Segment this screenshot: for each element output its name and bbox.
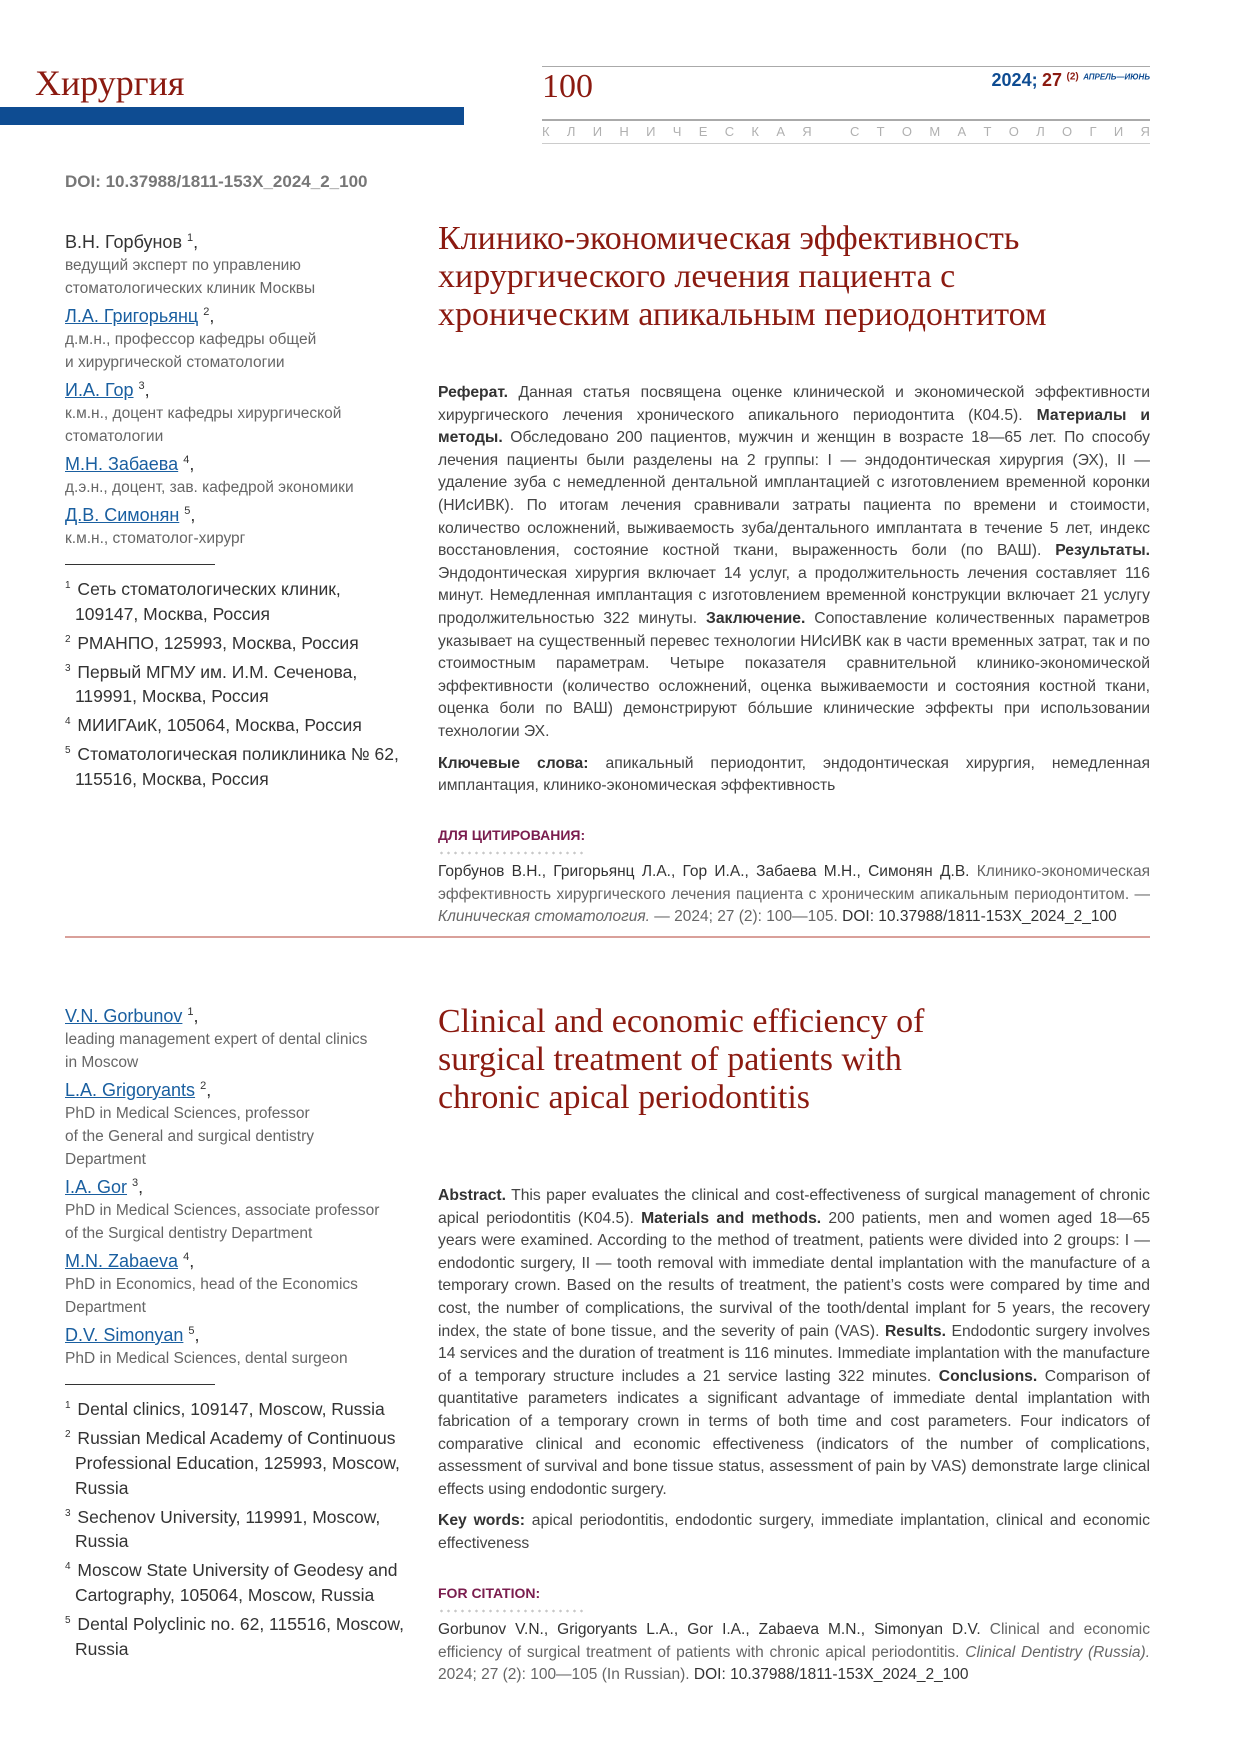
keywords-label: Key words: [438, 1512, 525, 1530]
author-description: of the General and surgical dentistry [65, 1128, 314, 1145]
affiliation: $^5$ Стоматологическая поликлиника № 62, 115516, Москва, Россия [65, 744, 399, 790]
citation-journal: Клиническая стоматология. [438, 908, 650, 926]
citation-journal: Clinical Dentistry (Russia). [965, 1643, 1150, 1661]
issue-volume: 27 [1042, 70, 1063, 90]
journal-letter: Т [876, 124, 885, 139]
conclusion-text: Сопоставление количественных параметров указывает на существенный перевес технологии НИсИВК как в части временных затрат, так и по стоимостным параметрам. Четыре показателя сравнительной клинико-экономической эффективности (количество осложнений, оценка выживаемости и состояния костной ткани, оценка боли по ВАШ) демонстрируют бóльшие клинические эффекты при использовании технологии ЭХ. [438, 609, 1150, 740]
abstract-heading: Реферат. [438, 384, 509, 401]
citation-title: Clinical and economic efficiency of surgical treatment of patients with chronic apical periodontitis. [438, 1621, 1150, 1661]
keywords-ru [438, 753, 1150, 798]
journal-letter: Л [1036, 124, 1045, 139]
abstract-body-ru [438, 382, 1150, 744]
affiliation: $^4$ МИИГАиК, 105064, Москва, Россия [65, 715, 362, 736]
journal-letter: Т [983, 124, 992, 139]
results-text: Endodontic surgery involves 14 services and the duration of treatment is 116 minutes. Immediate implantation with the manufacture of a temporary structure includes a 21 service lasting 322 minutes. [438, 1322, 1151, 1385]
citation-doi: DOI: 10.37988/1811-153X_2024_2_100 [842, 908, 1117, 926]
author-name[interactable]: Д.В. Симонян $^5$, [65, 505, 196, 525]
citation-details: 2024; 27 (2): 100—105 (In Russian). [438, 1666, 694, 1684]
abstract-en [438, 1185, 1150, 1687]
journal-letter: С [724, 124, 735, 139]
journal-letter: К [751, 124, 759, 139]
issue-info [992, 70, 1150, 91]
affiliation-rule [65, 1384, 215, 1385]
journal-letter: К [542, 124, 550, 139]
citation-title: Клинико-экономическая эффективность хирургического лечения пациента с хроническим апикальным периодонтитом. — [438, 863, 1150, 903]
journal-letter: О [1062, 124, 1073, 139]
section-divider [65, 936, 1150, 938]
journal-letter: И [592, 124, 603, 139]
author-description: PhD in Medical Sciences, professor [65, 1105, 310, 1122]
header-rule-top [542, 66, 1150, 67]
author-list-en [65, 1000, 405, 1662]
conclusion-heading: Conclusions. [938, 1367, 1038, 1385]
methods-text: Обследовано 200 пациентов, мужчин и женщин в возрасте 18—65 лет. По способу лечения пациенты были разделены на 2 группы: I — эндодонтическая хирургия (ЭХ), II — удаление зуба с немедленной дентальной имплантацией с изготовлением временной коронки (НИсИВК). По итогам лечения сравнивали затраты пациента по времени и стоимости, количество осложнений, выживаемость зуба/дентального имплантата в течение 5 лет, индекс восстановления, состояние костной ткани, выраженность боли (по ВАШ). [438, 429, 1150, 560]
author-name[interactable]: М.Н. Забаева $^4$, [65, 454, 195, 474]
author-description: и хирургической стоматологии [65, 354, 285, 371]
citation-dots [438, 1609, 583, 1613]
citation-text [438, 861, 1150, 929]
journal-letter: И [1113, 124, 1124, 139]
conclusion-heading: Заключение. [706, 609, 806, 627]
results-heading: Результаты. [1055, 542, 1150, 560]
citation-doi: DOI: 10.37988/1811-153X_2024_2_100 [693, 1666, 969, 1684]
author-name[interactable]: L.A. Grigoryants $^2$, [65, 1080, 212, 1100]
citation-block-en [438, 1582, 1150, 1687]
author-name[interactable]: И.А. Гор $^3$, [65, 380, 150, 400]
journal-letter: И [646, 124, 656, 139]
abstract-body-en [438, 1185, 1150, 1501]
section-title: Хирургия [35, 63, 185, 103]
citation-dots [438, 851, 583, 855]
author-description: PhD in Economics, head of the Economics [65, 1276, 358, 1293]
affiliation: $^4$ Moscow State University of Geodesy and Cartography, 105064, Moscow, Russia [65, 1560, 398, 1606]
journal-letter: Л [566, 124, 576, 139]
author-description: д.э.н., доцент, зав. кафедрой экономики [65, 479, 354, 496]
author-description: к.м.н., стоматолог-хирург [65, 530, 246, 547]
journal-letter: Н [619, 124, 629, 139]
keywords-en [438, 1510, 1150, 1555]
abstract-text: This paper evaluates the clinical and cost-effectiveness of surgical management of chronic apical periodontitis (K04.5). [438, 1187, 1150, 1227]
journal-letter: А [776, 124, 785, 139]
journal-letter: Я [802, 124, 812, 139]
citation-text [438, 1619, 1150, 1687]
abstract-heading: Abstract. [438, 1187, 506, 1204]
article-title-ru: Клинико-экономическая эффективность хирургического лечения пациента с хроническим апикальным периодонтитом [438, 220, 1047, 333]
section-bar [0, 107, 464, 125]
author-description: стоматологии [65, 428, 164, 445]
author-description: in Moscow [65, 1054, 139, 1071]
author-description: д.м.н., профессор кафедры общей [65, 331, 317, 348]
results-heading: Results. [884, 1322, 946, 1340]
author-description: ведущий эксперт по управлению [65, 257, 301, 274]
methods-heading: Материалы и методы. [438, 406, 1151, 447]
methods-heading: Materials and methods. [641, 1209, 822, 1227]
journal-letter: М [929, 124, 941, 139]
abstract-ru [438, 382, 1150, 929]
affiliation: $^3$ Первый МГМУ им. И.М. Сеченова, 119991, Москва, Россия [65, 661, 358, 707]
issue-year: 2024; [991, 70, 1038, 90]
keywords-label: Ключевые слова: [438, 754, 589, 772]
affiliation: $^1$ Dental clinics, 109147, Moscow, Russia [65, 1398, 385, 1419]
journal-letter: С [849, 124, 860, 139]
affiliation: $^1$ Сеть стоматологических клиник, 109147, Москва, Россия [65, 578, 341, 624]
author-name[interactable]: I.A. Gor $^3$, [65, 1177, 144, 1197]
conclusion-text: Comparison of quantitative parameters indicates a significant advantage of immediate dental implantation with fabrication of a temporary crown in terms of both time and cost parameters. Four indicators of comparative clinical and economic effectiveness (indicators of the number of complications, assessment of survival and bone tissue status, assessment of pain by VAS) demonstrate large clinical effects using endodontic surgery. [438, 1367, 1151, 1498]
journal-letter: О [901, 124, 913, 139]
doi: DOI: 10.37988/1811-153X_2024_2_100 [65, 172, 368, 191]
affiliation: $^3$ Sechenov University, 119991, Moscow, Russia [65, 1506, 381, 1552]
author-name[interactable]: D.V. Simonyan $^5$, [65, 1325, 200, 1345]
citation-details: — 2024; 27 (2): 100—105. [649, 908, 843, 926]
article-title-en: Clinical and economic efficiency of surgical treatment of patients with chronic apical periodontitis [438, 1003, 925, 1116]
journal-letter: Ч [672, 124, 682, 139]
issue-months: АПРЕЛЬ—ИЮНЬ [1083, 72, 1150, 82]
journal-letter: А [957, 124, 967, 139]
author-description: Department [65, 1299, 146, 1316]
affiliation: $^2$ Russian Medical Academy of Continuous Professional Education, 125993, Moscow, Russia [65, 1427, 400, 1498]
issue-number: (2) [1066, 71, 1079, 83]
affiliation: $^5$ Dental Polyclinic no. 62, 115516, Moscow, Russia [65, 1614, 404, 1660]
author-description: стоматологических клиник Москвы [65, 280, 316, 297]
author-name[interactable]: Л.А. Григорьянц $^2$, [65, 306, 215, 326]
abstract-text: Данная статья посвящена оценке клинической и экономической эффективности хирургического лечения хронического апикального периодонтита (К04.5). [438, 384, 1150, 424]
author-description: of the Surgical dentistry Department [65, 1225, 313, 1242]
citation-authors: Горбунов В.Н., Григорьянц Л.А., Гор И.А., Забаева М.Н., Симонян Д.В. [438, 863, 970, 881]
affiliation-rule [65, 564, 215, 565]
journal-letter: О [1008, 124, 1019, 139]
keywords-text: апикальный периодонтит, эндодонтическая хирургия, немедленная имплантация, клинико-экономическая эффективность [438, 754, 1151, 795]
author-description: PhD in Medical Sciences, associate professor [65, 1202, 380, 1219]
header-rule-bottom [542, 143, 1150, 144]
author-name[interactable]: M.N. Zabaeva $^4$, [65, 1251, 195, 1271]
journal-letter: Я [1140, 124, 1150, 139]
affiliation: $^2$ РМАНПО, 125993, Москва, Россия [65, 632, 359, 653]
author-description: к.м.н., доцент кафедры хирургической [65, 405, 342, 422]
author-name[interactable]: V.N. Gorbunov $^1$, [65, 1006, 199, 1026]
citation-authors: Gorbunov V.N., Grigoryants L.A., Gor I.A., Zabaeva M.N., Simonyan D.V. [438, 1621, 981, 1639]
author-description: PhD in Medical Sciences, dental surgeon [65, 1350, 348, 1367]
citation-label: FOR CITATION: [438, 1584, 541, 1601]
results-text: Эндодонтическая хирургия включает 14 услуг, а продолжительность лечения составляет 116 минут. Немедленная имплантация с изготовлением временной конструкции включает 21 услугу продолжительностью 322 минуты. [438, 564, 1150, 627]
author-list-ru [65, 226, 405, 792]
author-description: Department [65, 1151, 146, 1168]
citation-label: ДЛЯ ЦИТИРОВАНИЯ: [438, 826, 586, 843]
author-description: leading management expert of dental clinics [65, 1031, 368, 1048]
citation-block-ru [438, 824, 1150, 929]
page-number: 100 [542, 68, 593, 105]
header-rule-mid [542, 119, 1150, 121]
journal-letter [829, 124, 833, 139]
author-name: В.Н. Горбунов $^1$, [65, 232, 199, 252]
journal-name [542, 124, 1150, 139]
keywords-text: apical periodontitis, endodontic surgery, immediate implantation, clinical and economic effectiveness [438, 1512, 1150, 1552]
journal-letter: Г [1089, 124, 1097, 139]
methods-text: 200 patients, men and women aged 18—65 years were examined. According to the method of treatment, patients were divided into 2 groups: I — endodontic surgery, II — tooth removal with immediate dental implantation with the manufacture of a temporary crown. Based on the results of treatment, the patient’s costs were compared by time and cost, the number of complications, the survival of the tooth/dental implant for 5 years, the recovery index, the state of bone tissue, and the severity of pain (VAS). [438, 1209, 1150, 1340]
journal-letter: Е [698, 124, 708, 139]
